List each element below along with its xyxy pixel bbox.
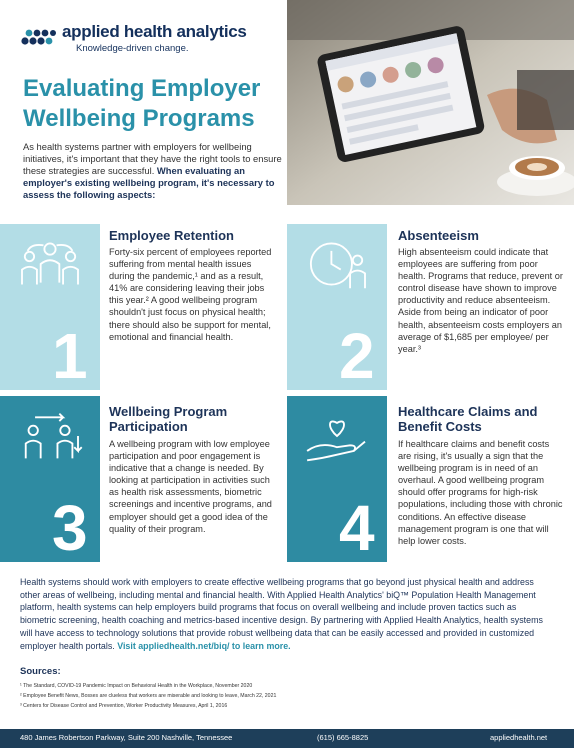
intro-paragraph (23, 141, 285, 201)
card-4-title-line-1: Healthcare Claims and (398, 404, 538, 419)
card-4-panel (287, 396, 387, 562)
card-claims-costs (287, 396, 574, 562)
card-1-number: 1 (52, 320, 88, 392)
title-line-1: Evaluating Employer (23, 75, 261, 102)
source-1: ¹ The Standard, COVID-19 Pandemic Impact on Behavioral Health in the Workplace, November 2020 (20, 683, 253, 689)
hand-heart-icon (299, 408, 375, 464)
card-2-body: High absenteeism could indicate that employees are suffering from poor health. Programs that reduce, prevent or control disease have shown to improve productivity and reduce absenteeism. Aside from being an indicator of poor health, absenteeism costs employers an average of $1,685 per employee/ per year.³ (398, 247, 563, 354)
source-2: ² Employee Benefit News, Bosses are clueless that workers are miserable and looking to leave, March 22, 2021 (20, 693, 277, 699)
title-line-2: Wellbeing Programs (23, 105, 255, 132)
card-3-title (109, 404, 227, 434)
card-3-title-line-2: Participation (109, 419, 188, 434)
card-1-body: Forty-six percent of employees reported suffering from mental health issues during the pandemic,¹ and as a result, 41% are considering leaving their jobs this year.² A good wellbeing program shouldn't just focus on physical health; there should also be support for mental, emotional and financial health. (109, 247, 272, 342)
card-3-title-line-1: Wellbeing Program (109, 404, 228, 419)
page-title (23, 74, 283, 134)
intro-text: As health systems partner with employers for wellbeing initiatives, it's important that they have the right tools to ensure these strategies are successful. (23, 141, 282, 177)
people-network-icon (12, 236, 88, 292)
card-2-panel (287, 224, 387, 390)
intro-bold-text: When evaluating an employer's existing wellbeing program, it's necessary to assess the following aspects: (23, 165, 275, 201)
brand-name: applied health analytics (62, 22, 247, 41)
closing-paragraph (20, 576, 554, 652)
card-employee-retention (0, 224, 287, 390)
card-2-title: Absenteeism (398, 228, 479, 243)
sources-heading: Sources: (20, 666, 61, 677)
learn-more-link[interactable]: Visit appliedhealth.net/biq/ to learn more. (117, 640, 291, 651)
footer-website[interactable]: appliedhealth.net (490, 733, 548, 742)
card-4-title-line-2: Benefit Costs (398, 419, 482, 434)
hero-photo (287, 0, 574, 205)
card-program-participation (0, 396, 287, 562)
closing-text: Health systems should work with employers to create effective wellbeing programs that go beyond just physical health and address other areas of wellbeing, including mental and financial health. With Applied Health Analytics' biQ™ Population Health Management platform, health systems can help employers build programs that focus on overall wellbeing and include proven tactics such as biometric screening, health coaching and metrics-based incentive design. By partnering with Applied Health Analytics, health systems will have access to technology solutions that provide robust wellbeing data that can be easily accessed and provided in customized employer health portals. (20, 577, 543, 651)
source-3: ³ Centers for Disease Control and Prevention, Worker Productivity Measures, April 1, 2016 (20, 703, 228, 709)
clock-person-icon (299, 236, 375, 292)
brand-tagline: Knowledge-driven change. (76, 43, 189, 54)
card-3-body: A wellbeing program with low employee participation and poor engagement is indicative that a change is needed. By looking at participation in activities such as health risk assessments, biometric screenings and incentive programs, and employer should get a good idea of the quality of their program. (109, 439, 272, 534)
card-4-title (398, 404, 537, 434)
card-4-number: 4 (339, 492, 375, 564)
card-absenteeism (287, 224, 574, 390)
card-4-body: If healthcare claims and benefit costs are rising, it's usually a sign that the wellbeing program is in need of an overhaul. A good wellbeing program should offer programs for high-risk populations, including those with chronic conditions. An effective disease management program is one that will help lower costs. (398, 439, 563, 546)
card-2-number: 2 (339, 320, 375, 392)
people-arrows-icon (12, 408, 88, 464)
card-3-number: 3 (52, 492, 88, 564)
card-1-panel (0, 224, 100, 390)
footer-phone: (615) 665-8825 (317, 733, 369, 742)
card-1-title: Employee Retention (109, 228, 234, 243)
logo-dots-icon (20, 25, 60, 49)
card-3-panel (0, 396, 100, 562)
footer-address: 480 James Robertson Parkway, Suite 200 Nashville, Tennessee (20, 733, 233, 742)
